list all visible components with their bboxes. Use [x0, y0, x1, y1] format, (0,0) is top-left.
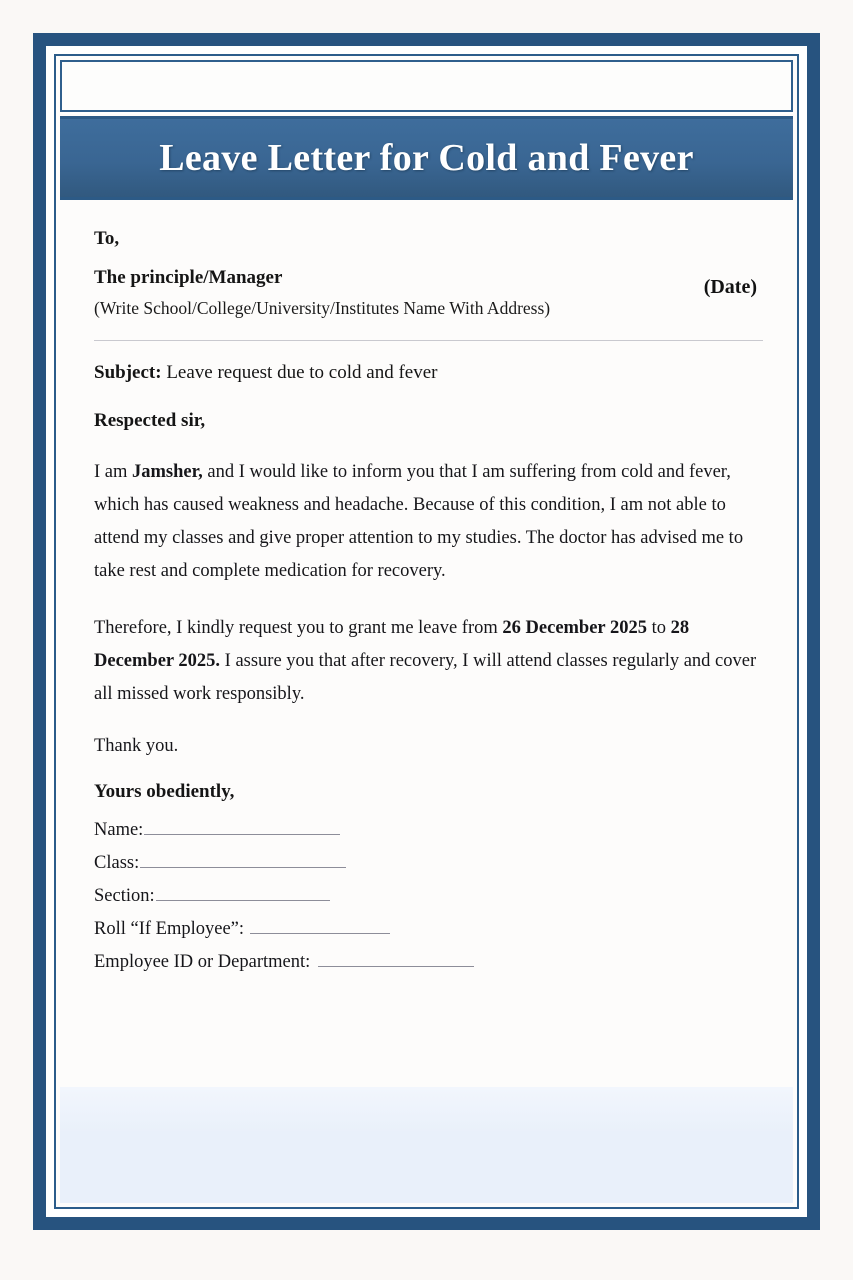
document-body	[60, 206, 793, 1203]
letter-content	[94, 228, 763, 984]
roll-field-blank[interactable]	[250, 918, 390, 934]
name-field-label: Name:	[94, 820, 144, 841]
paragraph2-joiner: to	[646, 617, 671, 638]
paragraph1-rest: and I would like to inform you that I am suffering from cold and fever, which has caused weakness and headache. Because of this condition, I am not able to attend my classes and give proper attention to my studies. The doctor has advised me to take rest and complete medication for recovery.	[94, 462, 744, 581]
header-divider	[94, 340, 763, 341]
document-inner-frame	[54, 54, 799, 1209]
roll-field-label: Roll “If Employee”:	[94, 919, 245, 940]
institute-address-hint: (Write School/College/University/Institutes Name With Address)	[94, 298, 551, 318]
name-field-blank[interactable]	[144, 819, 340, 835]
section-field-label: Section:	[94, 886, 155, 907]
field-row-name	[94, 819, 763, 841]
paragraph1-intro: I am	[94, 462, 133, 482]
leave-start-date: 26 December 2025	[502, 617, 647, 638]
header-blank-box	[60, 60, 793, 112]
recipient-block	[94, 228, 763, 319]
body-paragraph-1	[94, 456, 763, 588]
subject-text: Leave request due to cold and fever	[161, 362, 438, 383]
paragraph2-intro: Therefore, I kindly request you to grant me leave from	[94, 617, 503, 638]
field-row-class	[94, 852, 763, 874]
document-page-frame	[33, 33, 820, 1230]
employee-id-field-blank[interactable]	[318, 951, 474, 967]
leave-end-date: 28 December 2025.	[94, 617, 690, 671]
page-title: Leave Letter for Cold and Fever	[159, 137, 694, 179]
addressee-line: The principle/Manager	[94, 267, 283, 288]
field-row-roll	[94, 918, 763, 940]
field-row-section	[94, 885, 763, 907]
field-row-employee-id	[94, 951, 763, 973]
closing-line: Yours obediently,	[94, 781, 235, 803]
to-label: To,	[94, 228, 120, 249]
footer-band	[60, 1087, 793, 1203]
salutation: Respected sir,	[94, 410, 206, 431]
employee-id-field-label: Employee ID or Department:	[94, 952, 311, 973]
signature-fields	[94, 819, 763, 973]
subject-label: Subject:	[94, 362, 162, 383]
subject-line	[94, 362, 763, 384]
sender-name: Jamsher,	[132, 462, 203, 482]
date-placeholder: (Date)	[703, 276, 757, 298]
class-field-blank[interactable]	[140, 852, 346, 868]
section-field-blank[interactable]	[156, 885, 330, 901]
title-banner	[60, 116, 793, 200]
class-field-label: Class:	[94, 853, 140, 874]
paragraph2-rest: I assure you that after recovery, I will attend classes regularly and cover all missed work responsibly.	[94, 650, 757, 704]
thank-you-line: Thank you.	[94, 736, 179, 757]
body-paragraph-2	[94, 612, 763, 711]
